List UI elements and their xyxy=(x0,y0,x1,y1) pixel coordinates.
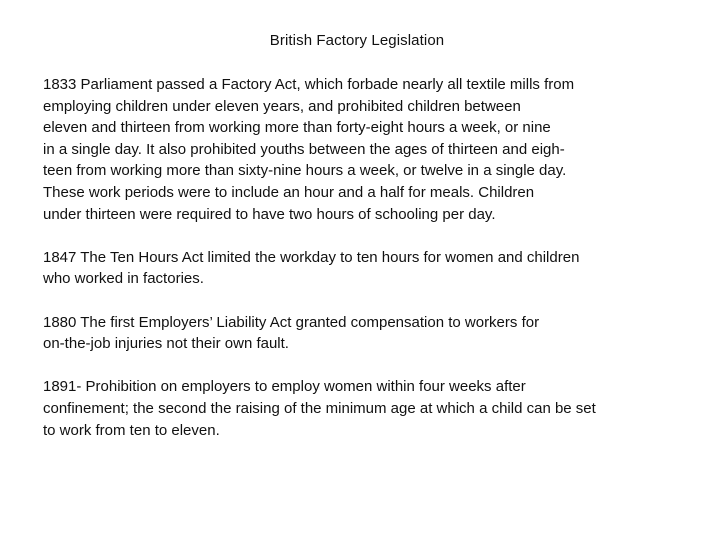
paragraph-1833 xyxy=(43,74,683,225)
paragraph-line: to work from ten to eleven. xyxy=(43,421,220,439)
paragraph-line: 1880 The first Employers’ Liability Act granted compensation to workers for xyxy=(43,313,540,331)
document-body xyxy=(43,74,683,463)
paragraph-line: These work periods were to include an hour and a half for meals. Children xyxy=(43,183,535,201)
paragraph-line: who worked in factories. xyxy=(43,270,204,288)
paragraph-line: in a single day. It also prohibited youths between the ages of thirteen and eigh- xyxy=(43,140,565,158)
paragraph-line: confinement; the second the raising of the minimum age at which a child can be set xyxy=(43,399,596,417)
paragraph-line: under thirteen were required to have two hours of schooling per day. xyxy=(43,205,496,223)
paragraph-line: employing children under eleven years, and prohibited children between xyxy=(43,97,521,115)
paragraph-1880 xyxy=(43,312,683,355)
paragraph-line: 1833 Parliament passed a Factory Act, which forbade nearly all textile mills from xyxy=(43,76,575,93)
paragraph-line: eleven and thirteen from working more than forty-eight hours a week, or nine xyxy=(43,119,551,137)
paragraph-1891 xyxy=(43,376,683,441)
paragraph-1847 xyxy=(43,247,683,290)
paragraph-line: on-the-job injuries not their own fault. xyxy=(43,335,289,353)
paragraph-line: teen from working more than sixty-nine hours a week, or twelve in a single day. xyxy=(43,162,567,180)
paragraph-line: 1847 The Ten Hours Act limited the workday to ten hours for women and children xyxy=(43,248,580,266)
document-title: British Factory Legislation xyxy=(269,32,445,49)
paragraph-line: 1891- Prohibition on employers to employ women within four weeks after xyxy=(43,378,526,396)
